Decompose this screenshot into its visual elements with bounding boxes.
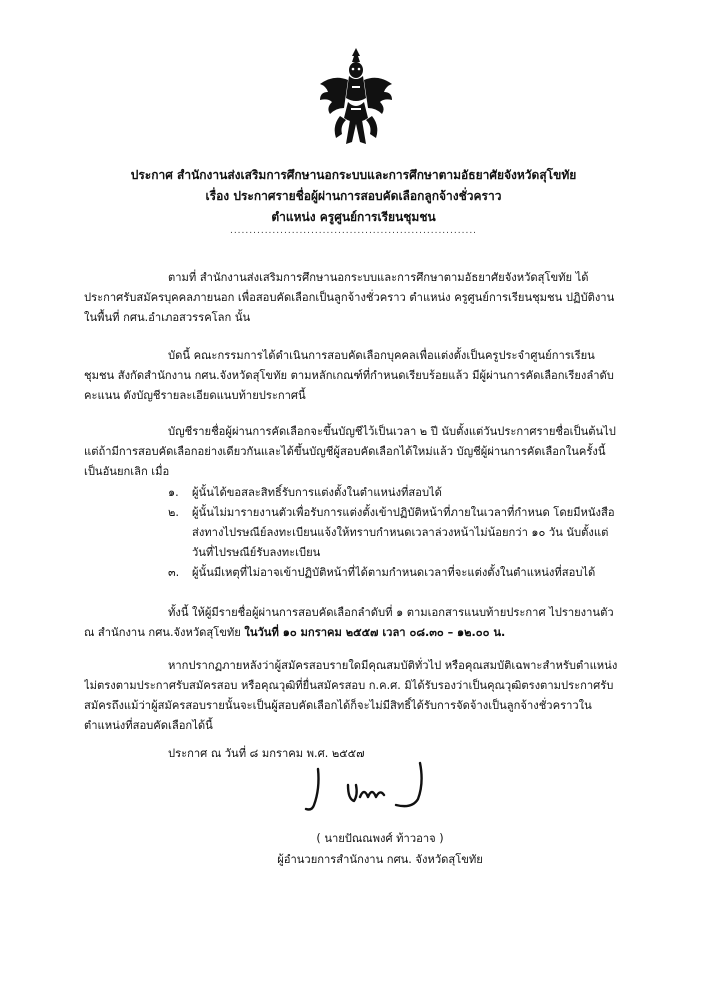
list-item-number: ๓. [168,566,180,579]
announcement-title: ประกาศ สำนักงานส่งเสริมการศึกษานอกระบบและการศึกษาตามอัธยาศัยจังหวัดสุโขทัย [130,168,577,182]
paragraph-line: แต่ถ้ามีการสอบคัดเลือกอย่างเดียวกันและได้ขึ้นบัญชีผู้สอบคัดเลือกได้ใหม่แล้ว บัญชีผู้ผ่านการคัดเลือกในครั้งนี้ [84,445,606,458]
report-location: ณ สำนักงาน กศน.จังหวัดสุโขทัย [84,626,245,639]
paragraph-line: ชุมชน สังกัดสำนักงาน กศน.จังหวัดสุโขทัย ตามหลักเกณฑ์ที่กำหนดเรียบร้อยแล้ว มีผู้ผ่านการคัดเลือกเรียงลำดับ [84,369,614,382]
report-date-time: ในวันที่ ๑๐ มกราคม ๒๕๕๗ เวลา ๐๘.๓๐ – ๑๒.๐๐ น. [244,626,506,639]
list-item [168,483,638,503]
paragraph-line: บัดนี้ คณะกรรมการได้ดำเนินการสอบคัดเลือกบุคคลเพื่อแต่งตั้งเป็นครูประจำศูนย์การเรียน [168,349,595,362]
paragraph-line: บัญชีรายชื่อผู้ผ่านการคัดเลือกจะขึ้นบัญชีไว้เป็นเวลา ๒ ปี นับตั้งแต่วันประกาศรายชื่อเป็นต้นไป [168,425,616,438]
signer-position: ผู้อำนวยการสำนักงาน กศน. จังหวัดสุโขทัย [277,853,483,866]
paragraph-2 [84,346,638,406]
paragraph-line: ตำแหน่งที่สอบคัดเลือกได้นี้ [84,719,213,732]
announcement-position: ตำแหน่ง ครูศูนย์การเรียนชุมชน [271,210,436,224]
paragraph-5 [84,656,638,736]
list-item-line: ผู้นั้นได้ขอสละสิทธิ์รับการแต่งตั้งในตำแหน่งที่สอบได้ [192,486,442,499]
list-item-line: วันที่ไปรษณีย์รับลงทะเบียน [192,546,321,559]
list-item [168,503,638,563]
paragraph-3 [84,422,638,482]
paragraph-line [84,623,638,643]
list-item-line: ส่งทางไปรษณีย์ลงทะเบียนแจ้งให้ทราบกำหนดเวลาล่วงหน้าไม่น้อยกว่า ๑๐ วัน นับตั้งแต่ [192,526,609,539]
list-item [168,563,638,583]
announcement-date-text: ประกาศ ณ วันที่ ๘ มกราคม พ.ศ. ๒๕๕๗ [168,747,365,760]
paragraph-line: ตามที่ สำนักงานส่งเสริมการศึกษานอกระบบและการศึกษาตามอัธยาศัยจังหวัดสุโขทัย ได้ [168,271,589,284]
paragraph-line: ประกาศรับสมัครบุคคลภายนอก เพื่อสอบคัดเลือกเป็นลูกจ้างชั่วคราว ตำแหน่ง ครูศูนย์การเรียนชุมชน ปฏิบัติงาน [84,291,615,304]
paragraph-line: สมัครถึงแม้ว่าผู้สมัครสอบรายนั้นจะเป็นผู้สอบคัดเลือกได้ก็จะไม่มีสิทธิ์ได้รับการจัดจ้างเป็นลูกจ้างชั่วคราวใน [84,699,592,712]
paragraph-1 [84,268,638,328]
signer-name: ( นายปัณณพงศ์ ท้าวอาจ ) [316,832,444,845]
paragraph-line: ไม่ตรงตามประกาศรับสมัครสอบ หรือคุณวุฒิที่ยื่นสมัครสอบ ก.ค.ศ. มิได้รับรองว่าเป็นคุณวุฒิตรงตามประกาศรับ [84,679,614,692]
list-item-line: ผู้นั้นมีเหตุที่ไม่อาจเข้าปฏิบัติหน้าที่ได้ตามกำหนดเวลาที่จะแต่งตั้งในตำแหน่งที่สอบได้ [192,566,596,579]
condition-list [168,483,638,583]
paragraph-line: คะแนน ดังบัญชีรายละเอียดแนบท้ายประกาศนี้ [84,389,306,402]
list-item-line: ผู้นั้นไม่มารายงานตัวเพื่อรับการแต่งตั้งเข้าปฏิบัติหน้าที่ภายในเวลาที่กำหนด โดยมีหนังสือ [192,506,615,519]
paragraph-line: ทั้งนี้ ให้ผู้มีรายชื่อผู้ผ่านการสอบคัดเลือกลำดับที่ ๑ ตามเอกสารแนบท้ายประกาศ ไปรายงานตัว [168,606,614,619]
signature-icon [300,757,450,817]
paragraph-line: ในพื้นที่ กศน.อำเภอสวรรคโลก นั้น [84,311,251,324]
list-item-number: ๑. [168,486,179,499]
paragraph-line: หากปรากฏภายหลังว่าผู้สมัครสอบรายใดมีคุณสมบัติทั่วไป หรือคุณสมบัติเฉพาะสำหรับตำแหน่ง [168,659,618,672]
list-item-number: ๒. [168,506,179,519]
announcement-subject: เรื่อง ประกาศรายชื่อผู้ผ่านการสอบคัดเลือกลูกจ้างชั่วคราว [205,189,502,203]
paragraph-4 [84,603,638,643]
paragraph-line: เป็นอันยกเลิก เมื่อ [84,465,170,478]
dotted-separator: ................................................................ [229,226,478,236]
garuda-emblem-icon [318,46,394,146]
